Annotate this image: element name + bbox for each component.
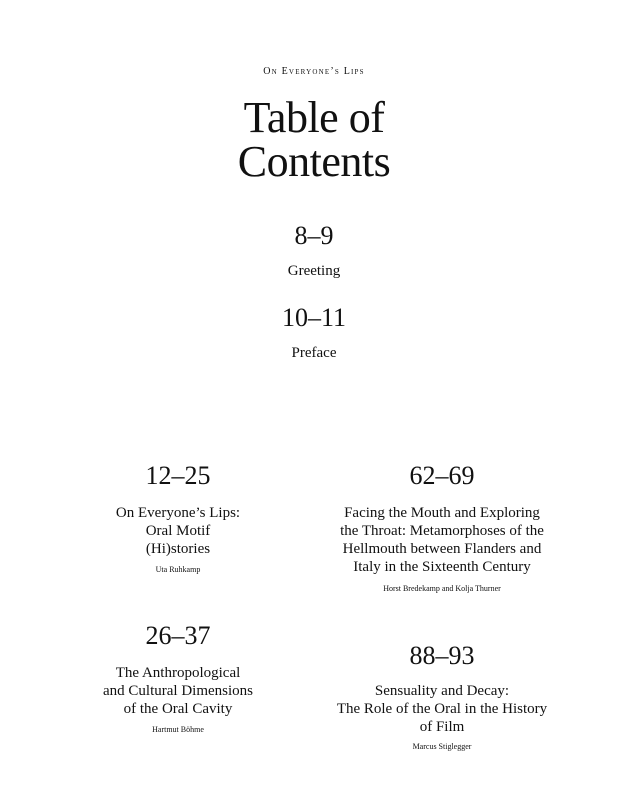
entry-2-author: Horst Bredekamp and Kolja Thurner (383, 584, 501, 593)
entry-2-title-line: Facing the Mouth and Exploring (344, 505, 540, 521)
entry-1-pages: 12–25 (145, 461, 211, 490)
entry-4-pages: 88–93 (409, 641, 475, 670)
entry-2-title-line: the Throat: Metamorphoses of the (340, 523, 544, 539)
entry-3-title[interactable] (68, 664, 288, 718)
entry-3-title-line: and Cultural Dimensions (103, 683, 253, 699)
entry-4-author: Marcus Stiglegger (412, 742, 472, 751)
entry-2-pages: 62–69 (409, 461, 475, 490)
greeting-pages: 8–9 (294, 221, 334, 250)
preface-pages: 10–11 (281, 303, 347, 332)
page-title (0, 93, 628, 186)
entry-1-title-line: Oral Motif (145, 523, 211, 539)
entry-4-title-line: Sensuality and Decay: (374, 683, 510, 699)
entry-4-title-line: The Role of the Oral in the History (336, 701, 548, 717)
entry-2-title-line: Italy in the Sixteenth Century (353, 559, 531, 575)
entry-4-title-line: of Film (419, 719, 465, 735)
greeting-label[interactable]: Greeting (287, 263, 341, 279)
page-title-line-2: Contents (237, 137, 391, 186)
entry-1-author: Uta Ruhkamp (155, 565, 201, 574)
entry-1-title-line: On Everyone’s Lips: (115, 505, 241, 521)
entry-4-title[interactable] (302, 682, 582, 736)
entry-3-title-line: of the Oral Cavity (123, 701, 233, 717)
entry-1-title-line: (Hi)stories (145, 541, 211, 557)
entry-3-title-line: The Anthropological (115, 665, 241, 681)
entry-3-author: Hartmut Böhme (152, 725, 204, 734)
entry-1-title[interactable] (68, 504, 288, 558)
entry-2-title-line: Hellmouth between Flanders and (342, 541, 542, 557)
book-kicker: On Everyone’s Lips (263, 66, 365, 77)
entry-2-title[interactable] (302, 504, 582, 576)
preface-label[interactable]: Preface (291, 345, 337, 361)
entry-3-pages: 26–37 (145, 621, 211, 650)
page-title-line-1: Table of (243, 93, 385, 142)
